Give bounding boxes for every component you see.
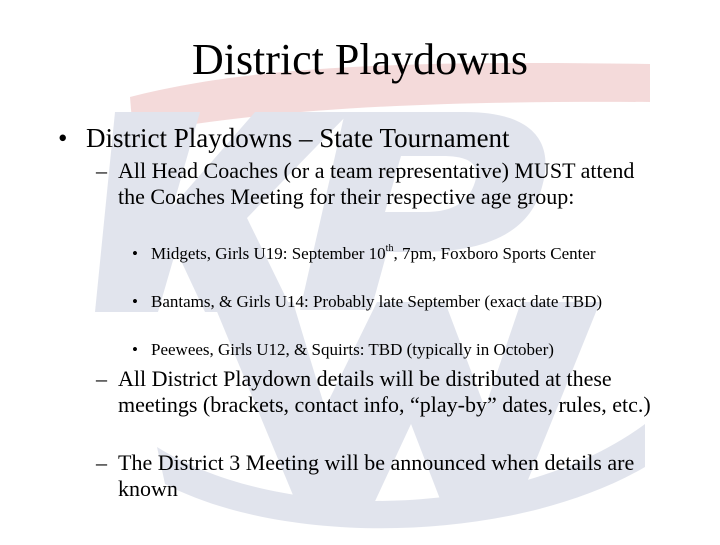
slide-title: District Playdowns [191,35,529,84]
sub-bullet-marker: – [96,158,107,183]
sub-bullet-district-meeting [96,450,686,502]
meeting-item-text [151,243,641,264]
sub-bullet-text: The District 3 Meeting will be announced when details are known [118,450,635,501]
sub-bullet-coaches-meeting [96,158,686,210]
meeting-item-text-before: Midgets, Girls U19: September 10 [151,244,386,263]
sub-bullet-text: All District Playdown details will be distributed at these meetings (brackets, contact info, “play-by” dates, rules, etc.) [118,366,651,417]
sub-bullet-marker: – [96,450,107,475]
sub-bullet-text: All Head Coaches (or a team representative) MUST attend the Coaches Meeting for their respective age group: [118,158,635,209]
bullet-marker: • [58,123,68,153]
meeting-item-marker: • [132,244,138,263]
meeting-item-bantams [132,291,652,312]
meeting-item-peewees [132,339,652,360]
sub-bullet-marker: – [96,366,107,391]
meeting-item-marker: • [132,340,138,359]
meeting-item-marker: • [132,292,138,311]
ordinal-superscript: th [385,243,394,255]
meeting-item-text: Bantams, & Girls U14: Probably late September (exact date TBD) [151,292,603,311]
bullet-district-playdowns [58,122,698,154]
bullet-text: District Playdowns – State Tournament [86,123,510,153]
meeting-item-text: Peewees, Girls U12, & Squirts: TBD (typically in October) [151,340,554,359]
meeting-item-midgets [132,243,652,264]
sub-bullet-playdown-details [96,366,686,418]
meeting-item-text-after: , 7pm, Foxboro Sports Center [393,244,596,263]
